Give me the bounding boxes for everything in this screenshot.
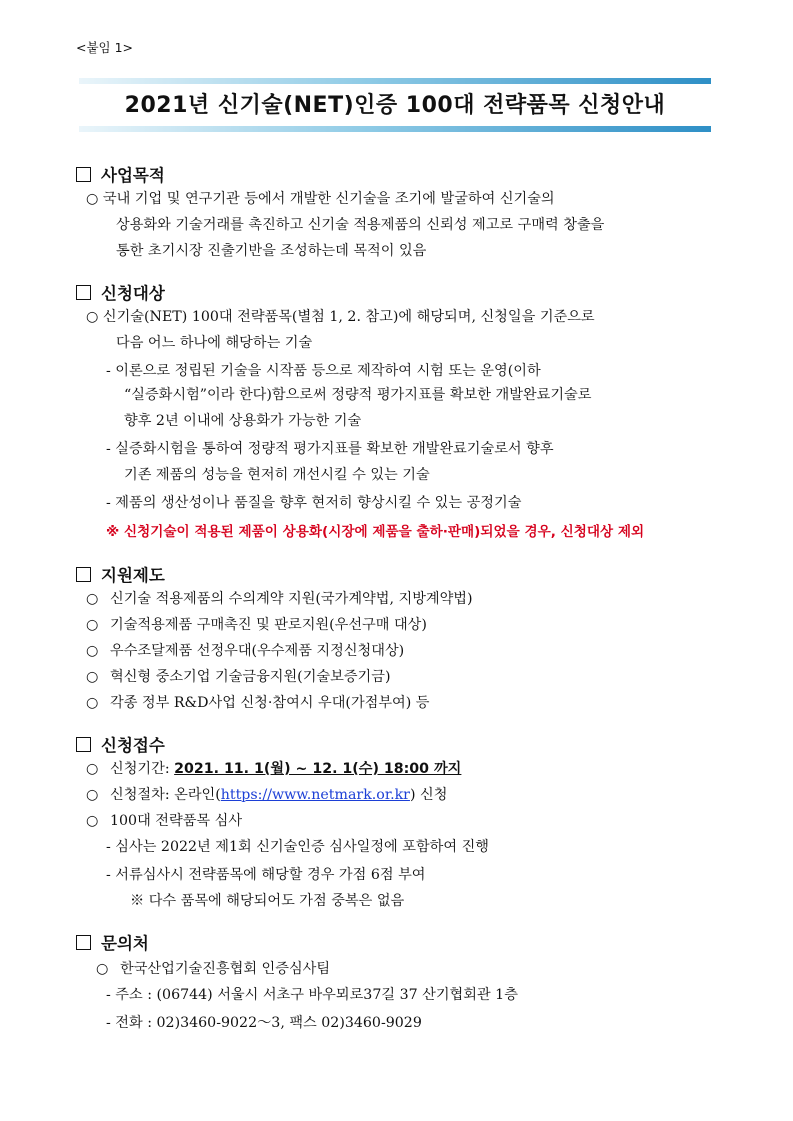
target-exclusion-note: ※ 신청기술이 적용된 제품이 상용화(시장에 제품을 출하·판매)되었을 경우, 신청대상 제외 <box>106 524 645 540</box>
circle-bullet-icon: ○ <box>86 813 99 829</box>
circle-bullet-icon: ○ <box>86 695 99 711</box>
target-line-5: 향후 2년 이내에 상용화가 가능한 기술 <box>124 413 362 429</box>
section-purpose-title: 사업목적 <box>101 166 165 185</box>
title-bar-top <box>79 78 711 84</box>
circle-bullet-icon: ○ <box>86 643 99 659</box>
purpose-line-2: 상용화와 기술거래를 촉진하고 신기술 적용제품의 신뢰성 제고로 구매력 창출을 <box>116 217 605 233</box>
contact-address: - 주소 : (06744) 서울시 서초구 바우뫼로37길 37 산기협회관 1층 <box>106 987 518 1003</box>
support-item-text: 우수조달제품 선정우대(우수제품 지정신청대상) <box>110 643 405 659</box>
period-label: 신청기간: <box>110 761 170 777</box>
target-line-7: 기존 제품의 성능을 현저히 개선시킬 수 있는 기술 <box>124 467 430 483</box>
section-support-heading <box>76 562 165 586</box>
circle-bullet-icon: ○ <box>96 961 109 977</box>
review-item-2: - 서류심사시 전략품목에 해당할 경우 가점 6점 부여 <box>106 867 426 883</box>
procedure-label: 신청절차: 온라인( <box>110 787 221 803</box>
period-value: 2021. 11. 1(월) ~ 12. 1(수) 18:00 까지 <box>174 761 462 777</box>
target-line-3: - 이론으로 정립된 기술을 시작품 등으로 제작하여 시험 또는 운영(이하 <box>106 363 541 379</box>
support-item-2 <box>86 614 427 634</box>
section-purpose-heading <box>76 162 165 186</box>
purpose-line-3: 통한 초기시장 진출기반을 조성하는데 목적이 있음 <box>116 243 427 259</box>
section-application-title: 신청접수 <box>101 736 165 755</box>
checkbox-square-icon <box>76 935 91 950</box>
contact-phone: - 전화 : 02)3460-9022～3, 팩스 02)3460-9029 <box>106 1015 422 1031</box>
section-target-heading <box>76 280 165 304</box>
application-procedure <box>86 784 447 804</box>
circle-bullet-icon: ○ <box>86 617 99 633</box>
checkbox-square-icon <box>76 167 91 182</box>
support-item-3 <box>86 640 404 660</box>
review-note: ※ 다수 품목에 해당되어도 가점 중복은 없음 <box>130 893 405 909</box>
title-bar-bottom <box>79 126 711 132</box>
circle-bullet-icon: ○ <box>86 591 99 607</box>
section-target-title: 신청대상 <box>101 284 165 303</box>
contact-org <box>96 958 330 978</box>
circle-bullet-icon: ○ <box>86 761 99 777</box>
application-review <box>86 810 242 830</box>
attachment-label: <붙임 1> <box>76 40 134 55</box>
support-item-text: 각종 정부 R&D사업 신청·참여시 우대(가점부여) 등 <box>110 695 430 711</box>
contact-org-name: 한국산업기술진흥협회 인증심사팀 <box>120 961 331 977</box>
checkbox-square-icon <box>76 737 91 752</box>
section-application-heading <box>76 732 165 756</box>
purpose-line-1: ○ 국내 기업 및 연구기관 등에서 개발한 신기술을 조기에 발굴하여 신기술의 <box>86 191 555 207</box>
circle-bullet-icon: ○ <box>86 787 99 803</box>
section-contact-heading <box>76 930 149 954</box>
target-line-4: “실증화시험”이라 한다)함으로써 정량적 평가지표를 확보한 개발완료기술로 <box>124 387 592 403</box>
support-item-text: 기술적용제품 구매촉진 및 판로지원(우선구매 대상) <box>110 617 427 633</box>
review-title: 100대 전략품목 심사 <box>110 813 243 829</box>
circle-bullet-icon: ○ <box>86 669 99 685</box>
target-line-6: - 실증화시험을 통하여 정량적 평가지표를 확보한 개발완료기술로서 향후 <box>106 441 554 457</box>
application-period <box>86 758 461 778</box>
support-item-5 <box>86 692 430 712</box>
target-line-1: ○ 신기술(NET) 100대 전략품목(별첨 1, 2. 참고)에 해당되며, 신청일을 기준으로 <box>86 309 595 325</box>
support-item-4 <box>86 666 391 686</box>
support-item-text: 신기술 적용제품의 수의계약 지원(국가계약법, 지방계약법) <box>110 591 473 607</box>
section-contact-title: 문의처 <box>101 934 149 953</box>
title-box <box>79 78 711 132</box>
support-item-text: 혁신형 중소기업 기술금융지원(기술보증기금) <box>110 669 391 685</box>
review-item-1: - 심사는 2022년 제1회 신기술인증 심사일정에 포함하여 진행 <box>106 839 490 855</box>
support-item-1 <box>86 588 473 608</box>
procedure-suffix: ) 신청 <box>409 787 448 803</box>
checkbox-square-icon <box>76 285 91 300</box>
netmark-link[interactable]: https://www.netmark.or.kr <box>220 787 410 803</box>
target-line-8: - 제품의 생산성이나 품질을 향후 현저히 향상시킬 수 있는 공정기술 <box>106 495 522 511</box>
section-support-title: 지원제도 <box>101 566 165 585</box>
target-line-2: 다음 어느 하나에 해당하는 기술 <box>116 335 313 351</box>
page-title: 2021년 신기술(NET)인증 100대 전략품목 신청안내 <box>124 93 666 118</box>
checkbox-square-icon <box>76 567 91 582</box>
